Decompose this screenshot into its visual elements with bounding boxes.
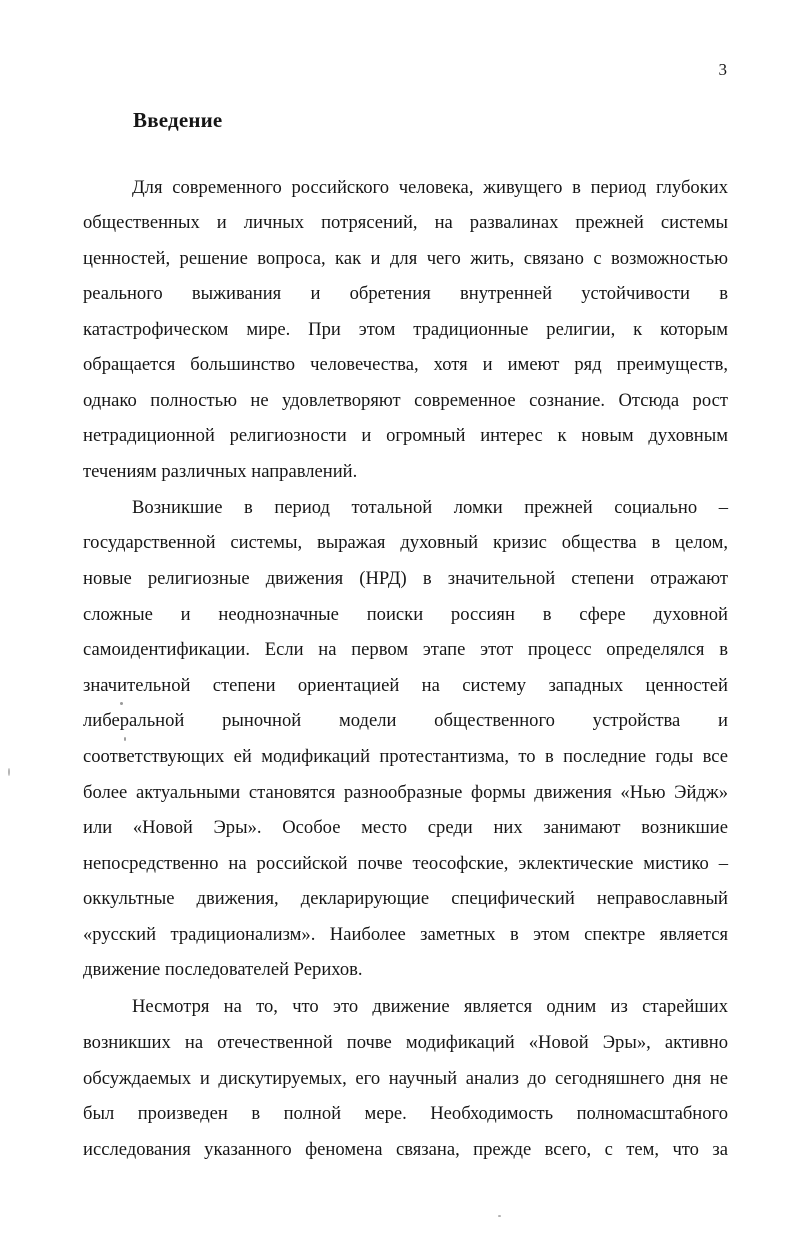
text-line: общественных и личных потрясений, на развалинах прежней системы <box>83 212 728 233</box>
scan-speck <box>120 702 123 705</box>
text-line: новые религиозные движения (НРД) в значительной степени отражают <box>83 568 728 589</box>
text-line: ценностей, решение вопроса, как и для чего жить, связано с возможностью <box>83 248 728 269</box>
scan-speck <box>8 768 10 776</box>
text-line: реального выживания и обретения внутренней устойчивости в <box>83 283 728 304</box>
text-line: обсуждаемых и дискутируемых, его научный анализ до сегодняшнего дня не <box>83 1068 728 1089</box>
text-line: более актуальными становятся разнообразные формы движения «Нью Эйдж» <box>83 782 728 803</box>
text-line: оккультные движения, декларирующие специфический неправославный <box>83 888 728 909</box>
text-line: был произведен в полной мере. Необходимость полномасштабного <box>83 1103 728 1124</box>
text-line: Для современного российского человека, живущего в период глубоких <box>132 177 728 198</box>
text-line: однако полностью не удовлетворяют современное сознание. Отсюда рост <box>83 390 728 411</box>
scan-speck <box>124 737 126 741</box>
section-heading: Введение <box>133 108 223 132</box>
page-number: 3 <box>718 60 727 79</box>
text-line: самоидентификации. Если на первом этапе этот процесс определялся в <box>83 639 728 660</box>
text-line: Несмотря на то, что это движение является одним из старейших <box>132 996 728 1017</box>
text-line: исследования указанного феномена связана, прежде всего, с тем, что за <box>83 1139 728 1160</box>
scan-speck <box>498 1215 501 1217</box>
text-line: сложные и неоднозначные поиски россиян в сфере духовной <box>83 604 728 625</box>
text-line: течениям различных направлений. <box>83 461 358 482</box>
text-line: возникших на отечественной почве модификаций «Новой Эры», активно <box>83 1032 728 1053</box>
text-line: либеральной рыночной модели общественного устройства и <box>83 710 728 731</box>
text-line: катастрофическом мире. При этом традиционные религии, к которым <box>83 319 728 340</box>
text-line: обращается большинство человечества, хотя и имеют ряд преимуществ, <box>83 354 728 375</box>
text-line: движение последователей Рерихов. <box>83 959 363 980</box>
text-line: нетрадиционной религиозности и огромный интерес к новым духовным <box>83 425 728 446</box>
text-line: Возникшие в период тотальной ломки прежней социально – <box>132 497 728 518</box>
text-line: «русский традиционализм». Наиболее заметных в этом спектре является <box>83 924 728 945</box>
text-line: государственной системы, выражая духовный кризис общества в целом, <box>83 532 728 553</box>
text-line: непосредственно на российской почве теософские, эклектические мистико – <box>83 853 728 874</box>
text-line: или «Новой Эры». Особое место среди них занимают возникшие <box>83 817 728 838</box>
text-line: значительной степени ориентацией на систему западных ценностей <box>83 675 728 696</box>
text-line: соответствующих ей модификаций протестантизма, то в последние годы все <box>83 746 728 767</box>
